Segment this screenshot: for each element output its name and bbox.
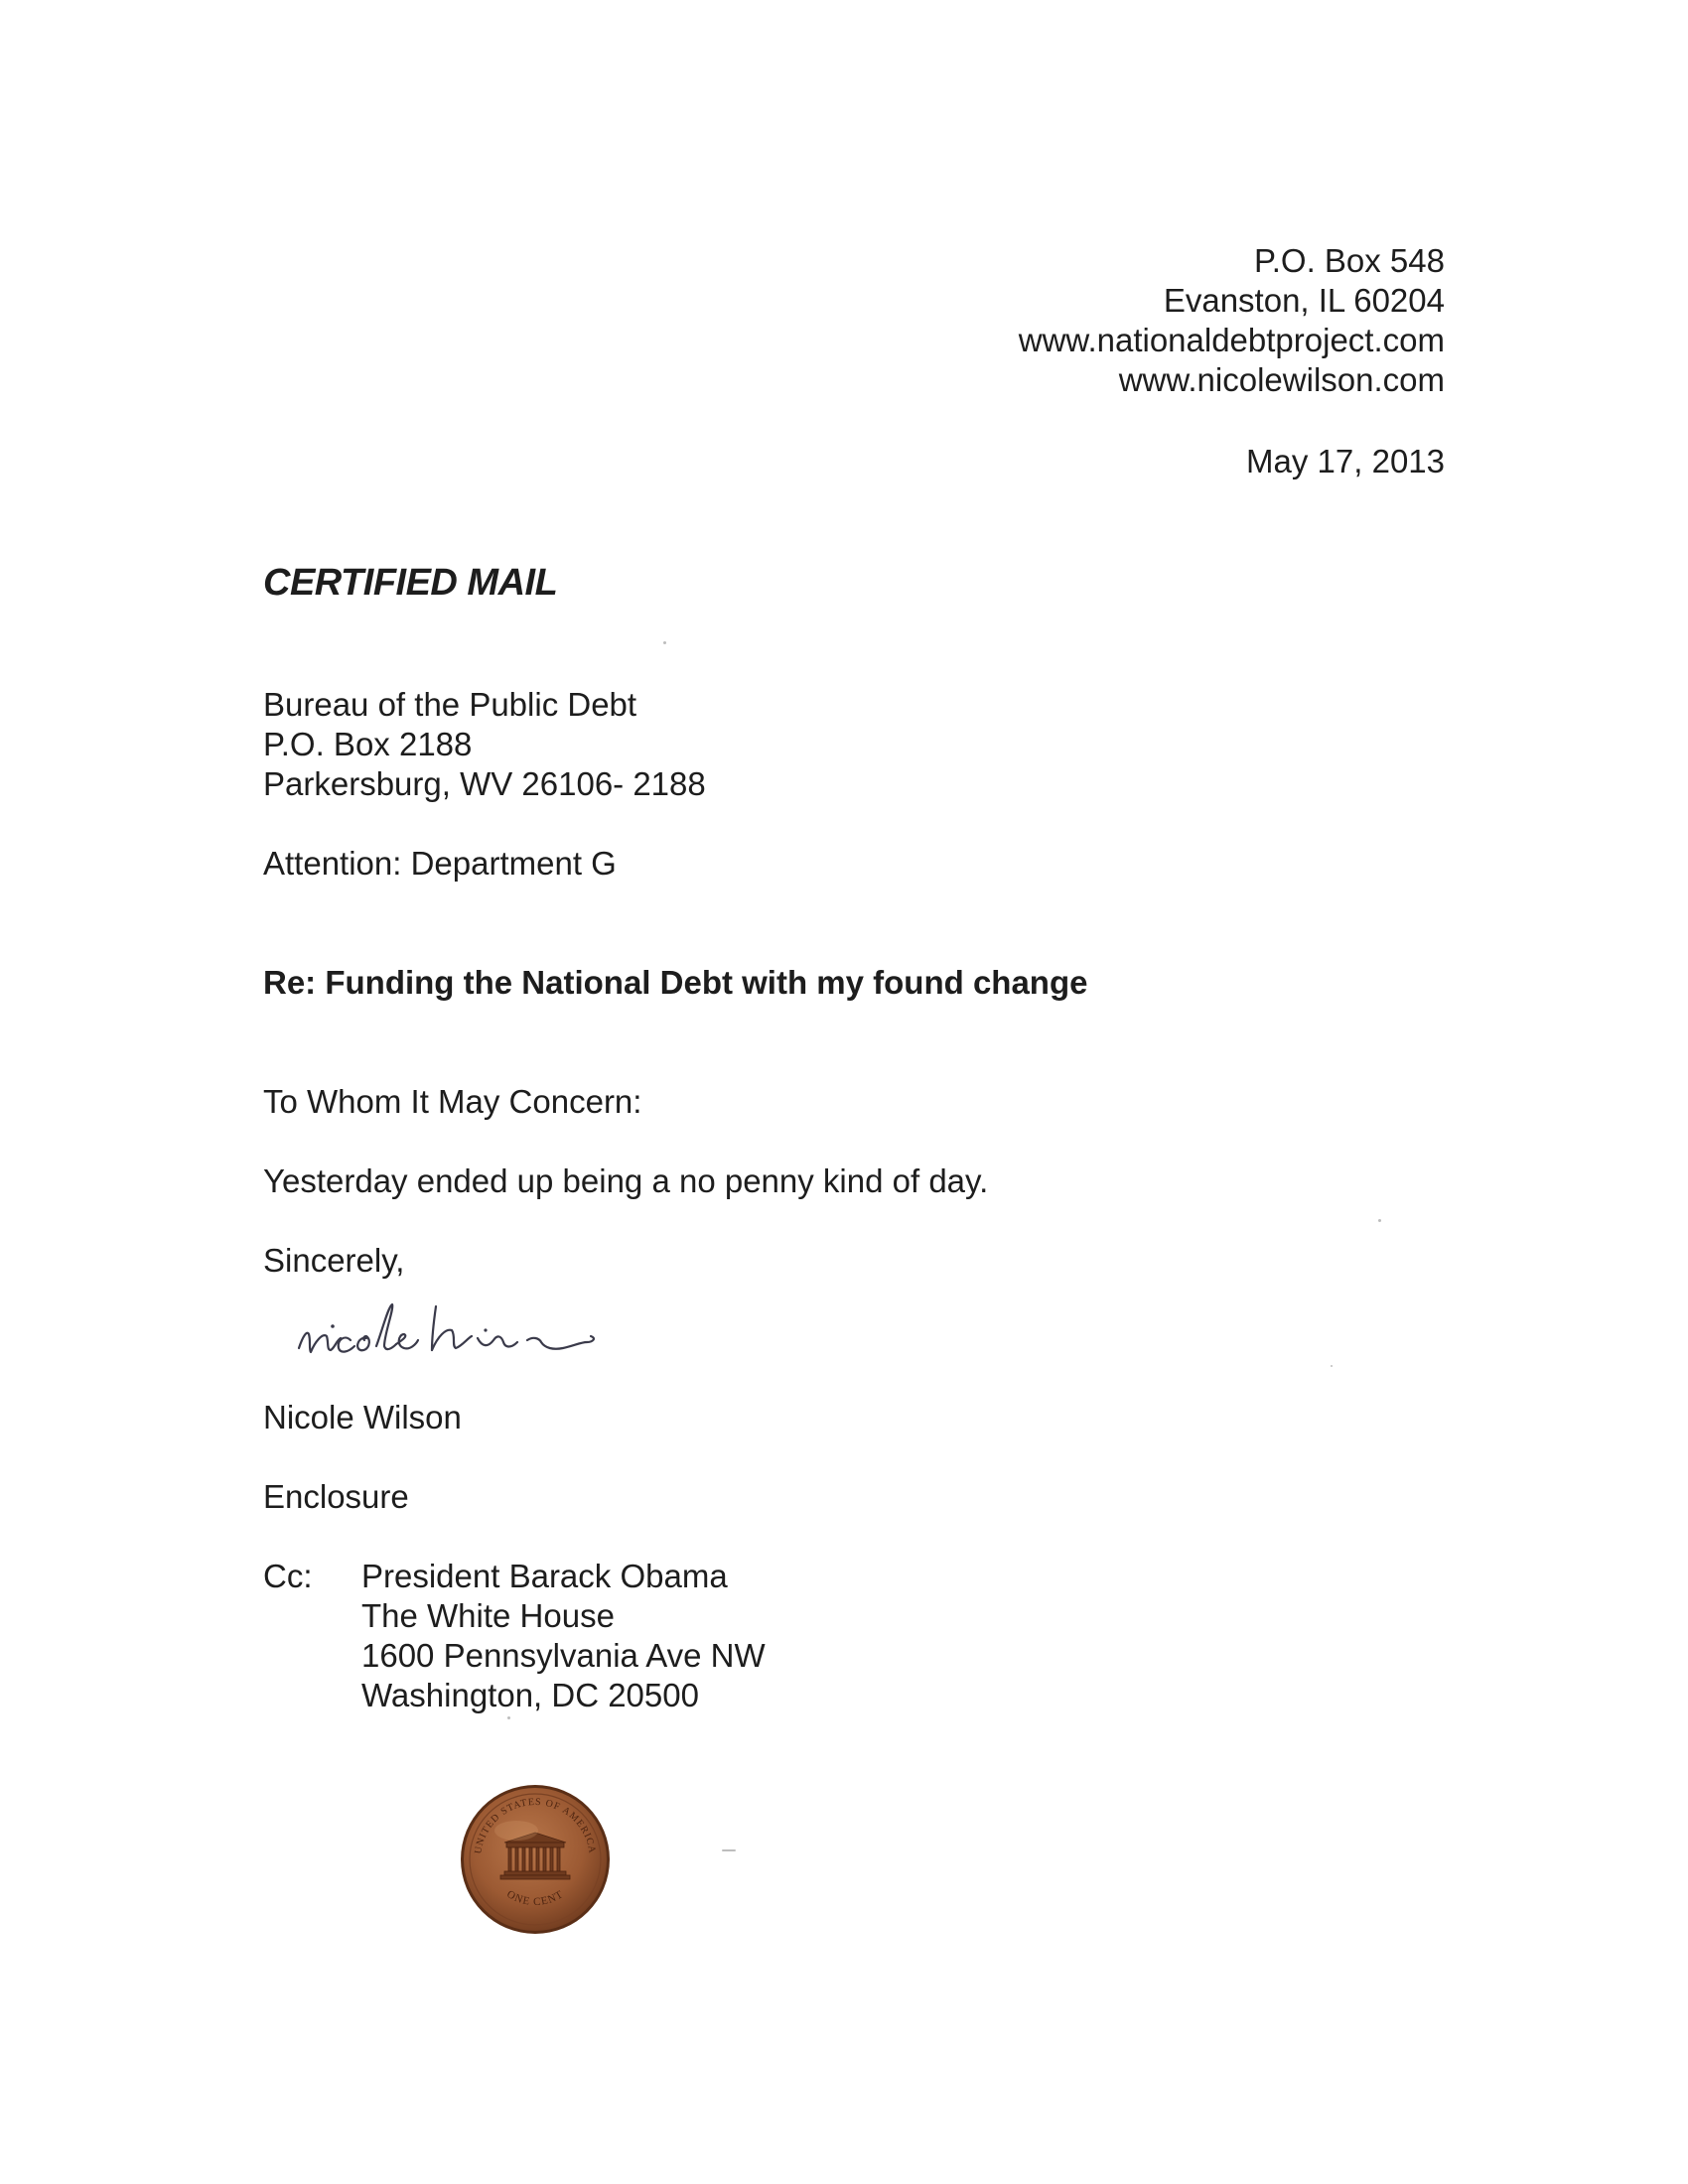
sender-po-box: P.O. Box 548: [1253, 242, 1445, 279]
attention-line: Attention: Department G: [263, 845, 617, 882]
cc-recipient-name: President Barack Obama: [361, 1558, 728, 1594]
letter-date: May 17, 2013: [1246, 443, 1445, 479]
recipient-city: Parkersburg, WV 26106- 2188: [263, 765, 706, 802]
paper-speck: [722, 1849, 736, 1851]
cc-city: Washington, DC 20500: [361, 1677, 699, 1713]
paper-speck: [507, 1716, 510, 1719]
subject-line: Re: Funding the National Debt with my found change: [263, 964, 1088, 1001]
sender-website-2: www.nicolewilson.com: [1118, 361, 1445, 398]
certified-mail-heading: CERTIFIED MAIL: [263, 562, 558, 604]
penny-top-inscription: UNITED STATES OF AMERICA: [473, 1796, 598, 1855]
cc-address: [361, 1557, 766, 1715]
sender-city: Evanston, IL 60204: [1163, 282, 1445, 319]
paper-speck: [1378, 1219, 1381, 1222]
recipient-name: Bureau of the Public Debt: [263, 686, 637, 723]
enclosure-note: Enclosure: [263, 1478, 409, 1515]
sender-website-1: www.nationaldebtproject.com: [1018, 322, 1445, 358]
paper-speck: [663, 641, 666, 644]
recipient-po-box: P.O. Box 2188: [263, 726, 473, 762]
cc-label: Cc:: [263, 1558, 313, 1594]
cc-recipient-org: The White House: [361, 1597, 615, 1634]
closing: Sincerely,: [263, 1242, 405, 1279]
letter-body: Yesterday ended up being a no penny kind of day.: [263, 1162, 989, 1199]
recipient-address: [263, 685, 706, 804]
salutation: To Whom It May Concern:: [263, 1083, 642, 1120]
sender-address: [1019, 241, 1445, 400]
handwritten-signature: [293, 1291, 621, 1370]
signer-name: Nicole Wilson: [263, 1399, 462, 1435]
penny-bottom-inscription: ONE CENT: [504, 1887, 566, 1909]
paper-speck: [1331, 1365, 1333, 1367]
cc-street: 1600 Pennsylvania Ave NW: [361, 1637, 766, 1674]
penny-coin-image: [459, 1783, 612, 1936]
